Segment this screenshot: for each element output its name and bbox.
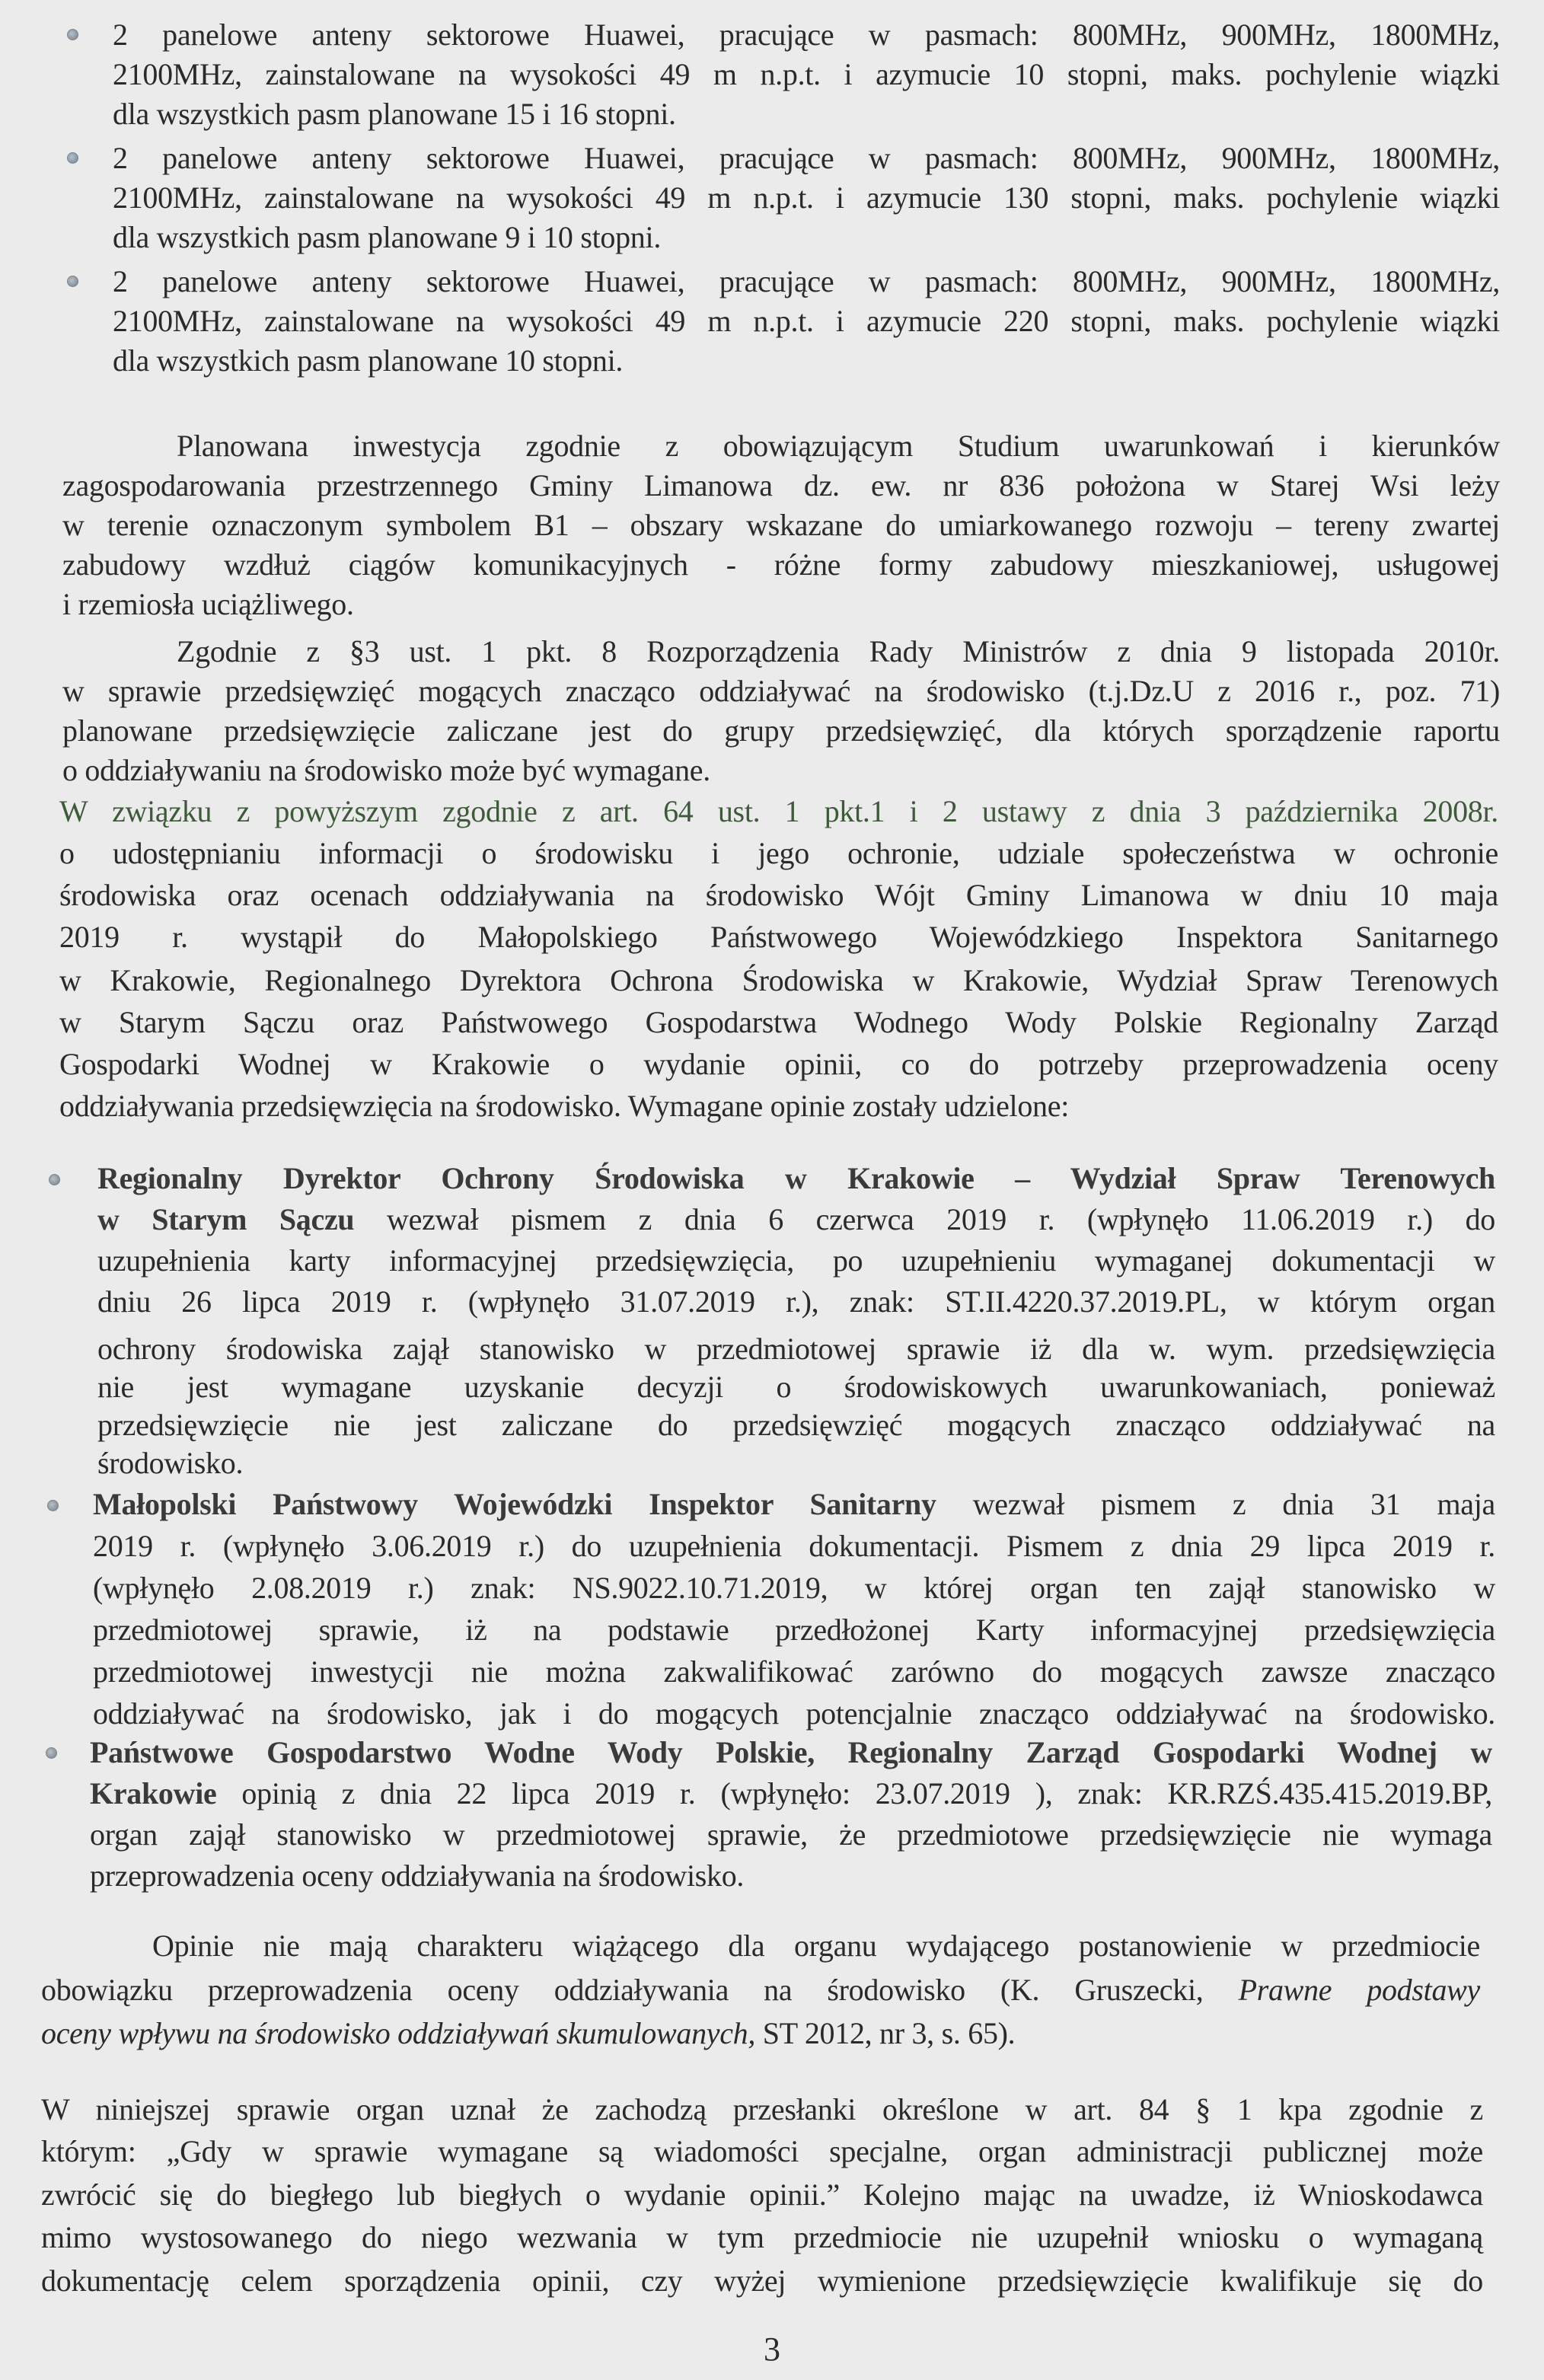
text-line: mimo wystosowanego do niego wezwania w tym przedmiocie nie uzupełnił wniosku o wymaganą — [41, 2220, 1483, 2254]
opinion-authority — [93, 1485, 1495, 1524]
text-line: przedsięwzięcie nie jest zaliczane do przedsięwzięć mogących znacząco oddziaływać na — [97, 1408, 1495, 1442]
text-line: Planowana inwestycja zgodnie z obowiązującym Studium uwarunkowań i kierunków — [177, 429, 1500, 463]
text-line — [41, 1970, 1480, 2010]
text-line: którym: „Gdy w sprawie wymagane są wiadomości specjalne, organ administracji publicznej może — [41, 2134, 1483, 2168]
text-line: zwrócić się do biegłego lub biegłych o wydanie opinii.” Kolejno mając na uwadze, iż Wnioskodawca — [41, 2177, 1483, 2212]
text-line — [41, 2014, 1480, 2053]
text-line: nie jest wymagane uzyskanie decyzji o środowiskowych uwarunkowaniach, ponieważ — [97, 1370, 1495, 1404]
text-line: Opinie nie mają charakteru wiążącego dla organu wydającego postanowienie w przedmiocie — [152, 1929, 1480, 1963]
text-line: przeprowadzenia oceny oddziaływania na środowisko. — [90, 1858, 745, 1893]
text-line: 2019 r. (wpłynęło 3.06.2019 r.) do uzupełnienia dokumentacji. Pismem z dnia 29 lipca 2019 r. — [93, 1529, 1495, 1563]
bullet-icon — [47, 1500, 59, 1511]
text-line — [90, 1774, 1492, 1814]
text-span: ST 2012, nr 3, s. 65). — [755, 2016, 1016, 2050]
text-line: dla wszystkich pasm planowane 10 stopni. — [113, 343, 624, 378]
authority-name: w Starym Sączu — [97, 1202, 355, 1236]
text-line: środowiska oraz ocenach oddziaływania na środowisko Wójt Gminy Limanowa w dniu 10 maja — [59, 878, 1498, 912]
opinion-authority — [97, 1159, 1495, 1198]
text-line: w sprawie przedsięwzięć mogących znacząco oddziaływać na środowisko (t.j.Dz.U z 2016 r., poz. 71) — [62, 674, 1500, 708]
text-span: opinią z dnia 22 lipca 2019 r. (wpłynęło: 23.07.2019 ), znak: KR.RZŚ.435.415.2019.BP, — [216, 1776, 1492, 1811]
text-line: środowisko. — [97, 1446, 244, 1480]
text-line: przedmiotowej inwestycji nie można zakwalifikować zarówno do mogących zawsze znacząco — [93, 1654, 1495, 1689]
text-line: w terenie oznaczonym symbolem B1 – obszary wskazane do umiarkowanego rozwoju – tereny zwartej — [62, 508, 1500, 542]
text-line: 2 panelowe anteny sektorowe Huawei, pracujące w pasmach: 800MHz, 900MHz, 1800MHz, — [113, 141, 1500, 175]
text-line: 2 panelowe anteny sektorowe Huawei, pracujące w pasmach: 800MHz, 900MHz, 1800MHz, — [113, 264, 1500, 298]
citation-title: Prawne podstawy — [1238, 1973, 1480, 2007]
text-line: 2100MHz, zainstalowane na wysokości 49 m n.p.t. i azymucie 10 stopni, maks. pochylenie wiązki — [113, 57, 1500, 91]
text-line: 2 panelowe anteny sektorowe Huawei, pracujące w pasmach: 800MHz, 900MHz, 1800MHz, — [113, 18, 1500, 52]
text-line: dokumentację celem sporządzenia opinii, czy wyżej wymienione przedsięwzięcie kwalifikuje się do — [41, 2264, 1483, 2298]
text-line — [97, 1200, 1495, 1239]
citation-title: oceny wpływu na środowisko oddziaływań skumulowanych, — [41, 2016, 756, 2050]
text-span: wezwał pismem z dnia 6 czerwca 2019 r. (wpłynęło 11.06.2019 r.) do — [354, 1202, 1495, 1236]
text-line: W związku z powyższym zgodnie z art. 64 ust. 1 pkt.1 i 2 ustawy z dnia 3 października 2008r. — [59, 794, 1498, 828]
text-span: obowiązku przeprowadzenia oceny oddziaływania na środowisko (K. Gruszecki, — [41, 1973, 1239, 2007]
text-line: Gospodarki Wodnej w Krakowie o wydanie opinii, co do potrzeby przeprowadzenia oceny — [59, 1047, 1498, 1081]
authority-name: Krakowie — [90, 1776, 217, 1811]
text-line: dniu 26 lipca 2019 r. (wpłynęło 31.07.2019 r.), znak: ST.II.4220.37.2019.PL, w którym organ — [97, 1284, 1495, 1319]
bullet-icon — [67, 276, 78, 287]
bullet-icon — [67, 29, 78, 40]
text-line: zagospodarowania przestrzennego Gminy Limanowa dz. ew. nr 836 położona w Starej Wsi leży — [62, 468, 1500, 502]
text-line: o udostępnianiu informacji o środowisku i jego ochronie, udziale społeczeństwa w ochronie — [59, 836, 1498, 870]
bullet-icon — [46, 1747, 57, 1759]
bullet-icon — [49, 1174, 60, 1185]
text-span: wezwał pismem z dnia 31 maja — [936, 1487, 1495, 1521]
authority-name: Regionalny Dyrektor Ochrony Środowiska w Krakowie – Wydział Spraw Terenowych — [97, 1161, 1495, 1195]
page-number: 3 — [764, 2331, 780, 2368]
bullet-icon — [67, 152, 78, 164]
text-line: przedmiotowej sprawie, iż na podstawie przedłożonej Karty informacyjnej przedsięwzięcia — [93, 1613, 1495, 1647]
text-line: oddziaływania przedsięwzięcia na środowisko. Wymagane opinie zostały udzielone: — [59, 1089, 1070, 1123]
text-line: i rzemiosła uciążliwego. — [62, 587, 354, 621]
text-line: zabudowy wzdłuż ciągów komunikacyjnych - różne formy zabudowy mieszkaniowej, usługowej — [62, 547, 1500, 582]
text-line: w Starym Sączu oraz Państwowego Gospodarstwa Wodnego Wody Polskie Regionalny Zarząd — [59, 1005, 1498, 1039]
text-line: dla wszystkich pasm planowane 9 i 10 stopni. — [113, 220, 662, 254]
text-line: 2100MHz, zainstalowane na wysokości 49 m n.p.t. i azymucie 130 stopni, maks. pochylenie wiązki — [113, 180, 1500, 215]
text-line: o oddziaływaniu na środowisko może być wymagane. — [62, 753, 710, 787]
text-line: planowane przedsięwzięcie zaliczane jest do grupy przedsięwzięć, dla których sporządzenie raportu — [62, 713, 1500, 748]
text-line: 2019 r. wystąpił do Małopolskiego Państwowego Wojewódzkiego Inspektora Sanitarnego — [59, 920, 1498, 954]
text-line: 2100MHz, zainstalowane na wysokości 49 m n.p.t. i azymucie 220 stopni, maks. pochylenie wiązki — [113, 304, 1500, 338]
text-line: organ zajął stanowisko w przedmiotowej sprawie, że przedmiotowe przedsięwzięcie nie wymaga — [90, 1817, 1492, 1852]
text-line: Zgodnie z §3 ust. 1 pkt. 8 Rozporządzenia Rady Ministrów z dnia 9 listopada 2010r. — [177, 634, 1500, 668]
text-line: oddziaływać na środowisko, jak i do mogących potencjalnie znacząco oddziaływać na środowisko. — [93, 1696, 1495, 1731]
authority-name: Państwowe Gospodarstwo Wodne Wody Polskie, Regionalny Zarząd Gospodarki Wodnej w — [90, 1735, 1492, 1769]
opinion-authority — [90, 1733, 1492, 1772]
text-line: uzupełnienia karty informacyjnej przedsięwzięcia, po uzupełnieniu wymaganej dokumentacji w — [97, 1243, 1495, 1278]
text-line: w Krakowie, Regionalnego Dyrektora Ochrona Środowiska w Krakowie, Wydział Spraw Terenowych — [59, 963, 1498, 997]
text-line: ochrony środowiska zajął stanowisko w przedmiotowej sprawie iż dla w. wym. przedsięwzięcia — [97, 1332, 1495, 1366]
text-line: W niniejszej sprawie organ uznał że zachodzą przesłanki określone w art. 84 § 1 kpa zgodnie z — [41, 2092, 1483, 2126]
authority-name: Małopolski Państwowy Wojewódzki Inspektor Sanitarny — [93, 1487, 936, 1521]
text-line: (wpłynęło 2.08.2019 r.) znak: NS.9022.10.71.2019, w której organ ten zajął stanowisko w — [93, 1571, 1495, 1605]
text-line: dla wszystkich pasm planowane 15 i 16 stopni. — [113, 97, 676, 131]
